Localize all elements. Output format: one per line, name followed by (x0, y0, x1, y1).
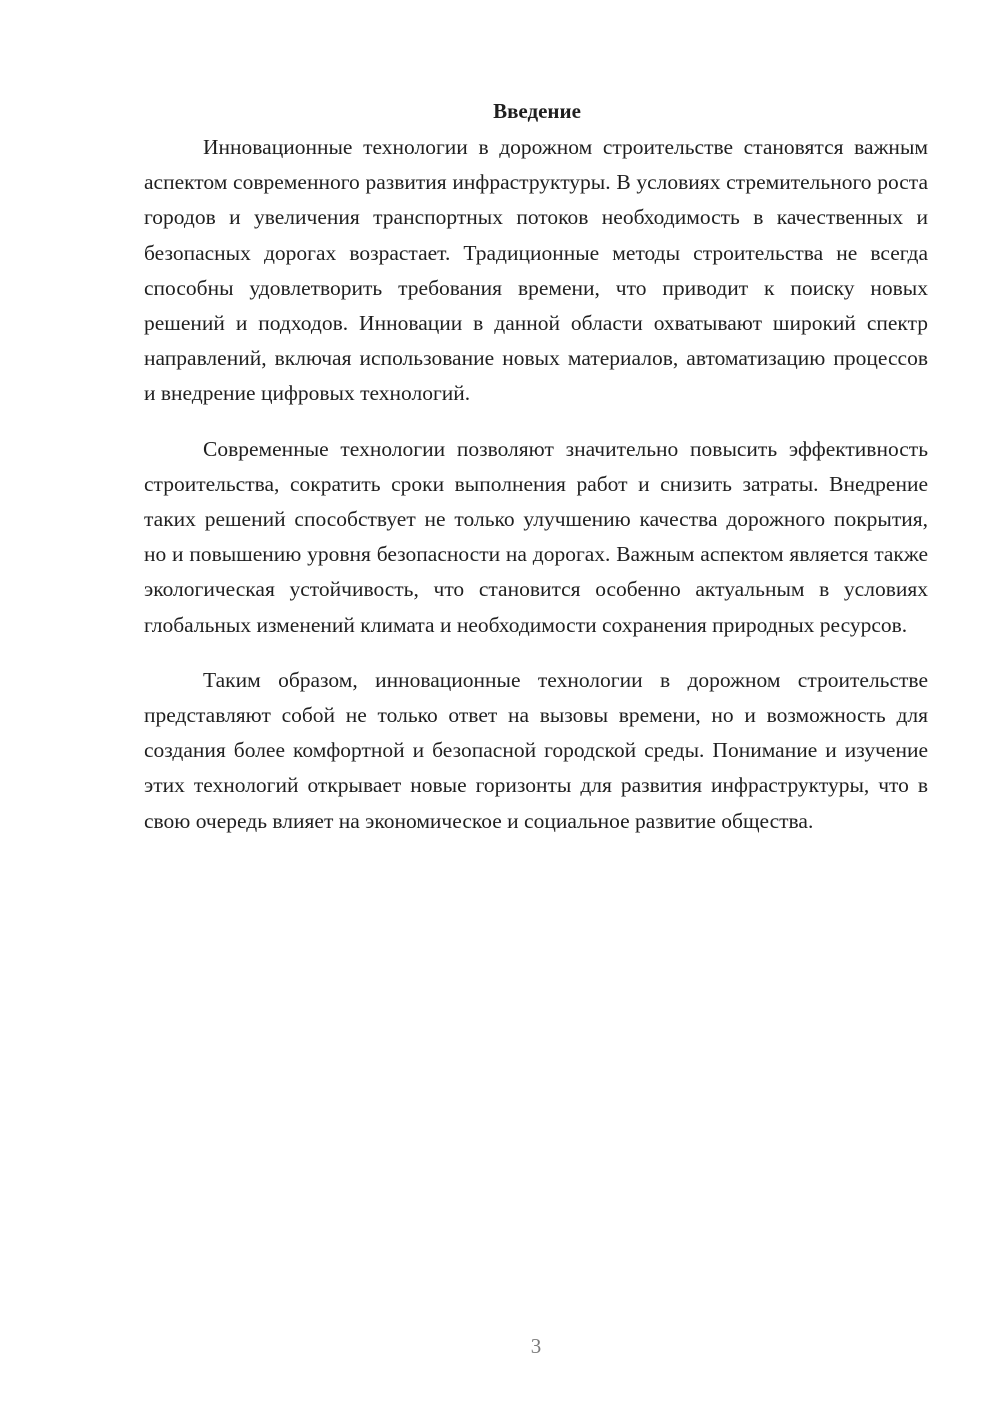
paragraph-2: Современные технологии позволяют значительно повысить эффективность строительства, сократить сроки выполнения работ и снизить затраты. Внедрение таких решений способствует не только улучшению качества дорожного покрытия, но и повышению уровня безопасности на дорогах. Важным аспектом является также экологическая устойчивость, что становится особенно актуальным в условиях глобальных изменений климата и необходимости сохранения природных ресурсов. (144, 436, 928, 637)
paragraph-3: Таким образом, инновационные технологии в дорожном строительстве представляют собой не только ответ на вызовы времени, но и возможность для создания более комфортной и безопасной городской среды. Понимание и изучение этих технологий открывает новые горизонты для развития инфраструктуры, что в свою очередь влияет на экономическое и социальное развитие общества. (144, 667, 928, 833)
paragraph-1: Инновационные технологии в дорожном строительстве становятся важным аспектом современного развития инфраструктуры. В условиях стремительного роста городов и увеличения транспортных потоков необходимость в качественных и безопасных дорогах возрастает. Традиционные методы строительства не всегда способны удовлетворить требования времени, что приводит к поиску новых решений и подходов. Инновации в данной области охватывают широкий спектр направлений, включая использование новых материалов, автоматизацию процессов и внедрение цифровых технологий. (144, 135, 928, 406)
section-title: Введение (493, 99, 581, 123)
page-number: 3 (530, 1334, 542, 1358)
page-content (144, 96, 928, 859)
